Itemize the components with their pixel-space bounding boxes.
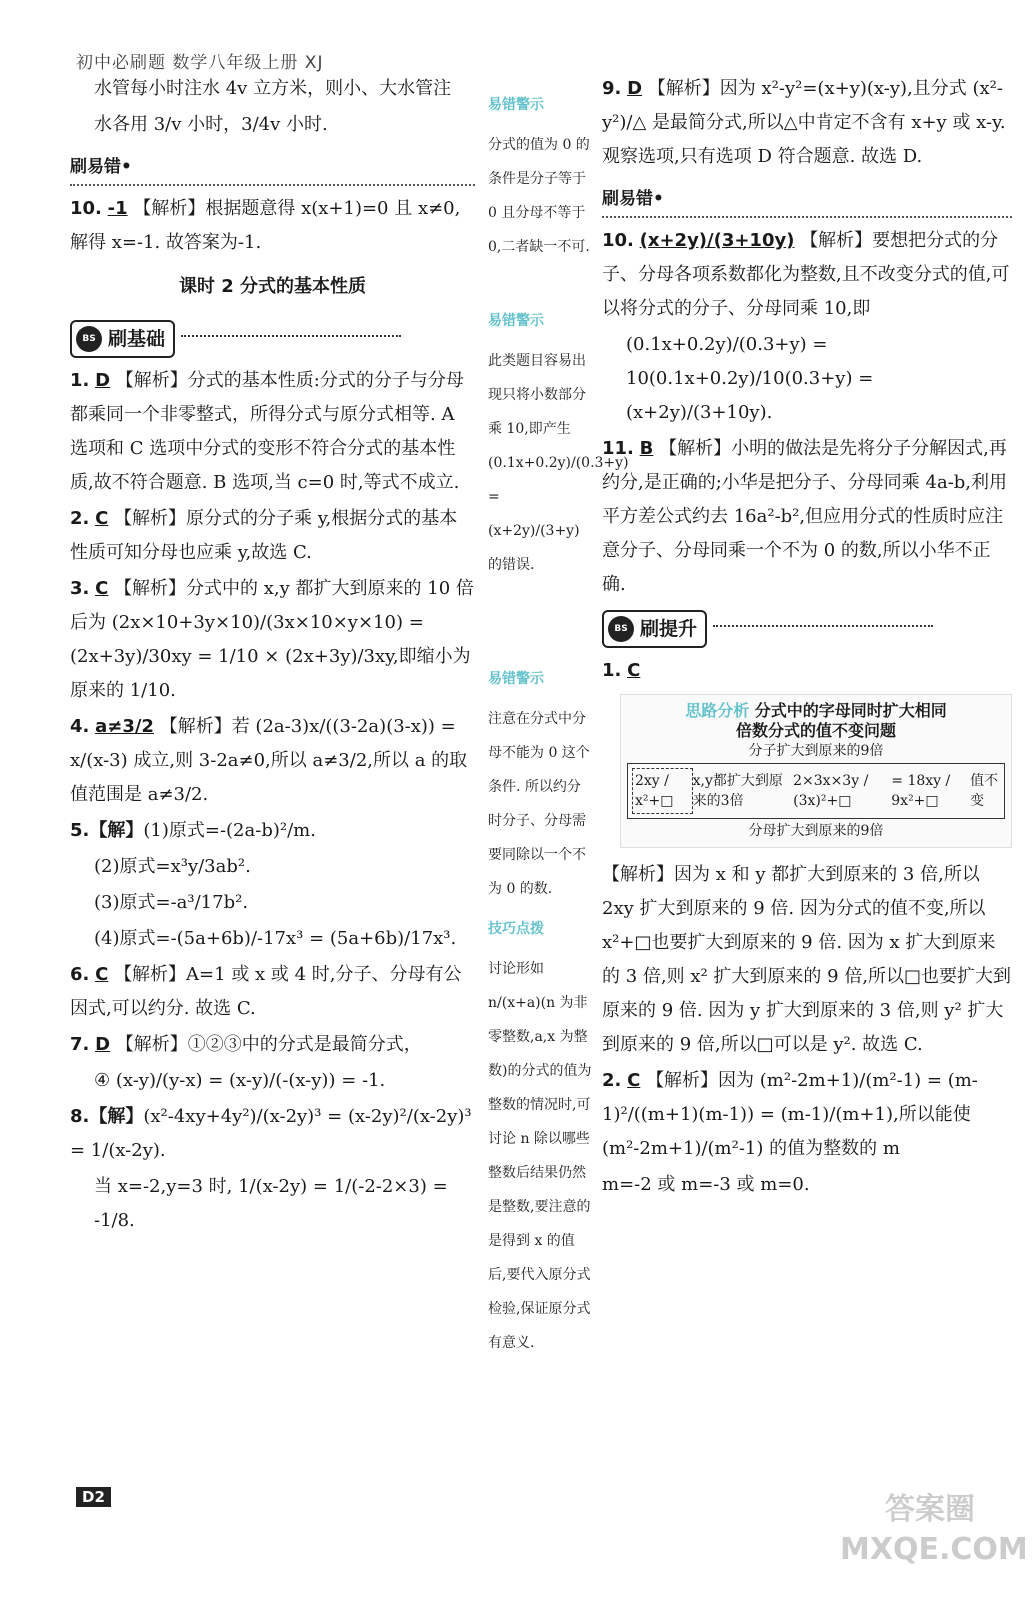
diagram-title: 思路分析 分式中的字母同时扩大相同 bbox=[685, 701, 947, 720]
analysis-diagram bbox=[620, 694, 1012, 848]
diagram-subtitle: 倍数分式的值不变问题 bbox=[735, 721, 896, 740]
tip-note: 讨论形如 n/(x+a)(n 为非零整数,a,x 为整数)的分式的值为整数的情况时,可讨论 n 除以哪些整数后结果仍然是整数,要注意的是得到 x 的值后,要代入原分式检验,保证原分式有意义. bbox=[488, 961, 592, 1351]
question-5: 5.【解】(1)原式=-(2a-b)²/m. bbox=[70, 820, 316, 841]
text-line: 水管每小时注水 4v 立方米，则小、大水管注 bbox=[94, 78, 452, 99]
question-2: 2. C 【解析】原分式的分子乘 y,根据分式的基本性质可知分母也应乘 y,故选 C. bbox=[70, 508, 458, 563]
question-3: 3. C 【解析】分式中的 x,y 都扩大到原来的 10 倍后为 (2x×10+3y×10)/(3x×10×y×10) = (2x+3y)/30xy = 1/10 × (2x+3y)/3xy,即缩小为原来的 1/10. bbox=[70, 578, 474, 701]
lesson-title: 课时 2 分式的基本性质 bbox=[178, 276, 367, 297]
q10-line2: (0.1x+0.2y)/(0.3+y) = 10(0.1x+0.2y)/10(0.3+y) = (x+2y)/(3+10y). bbox=[626, 334, 874, 423]
left-column bbox=[70, 72, 475, 1240]
diagram-expression: 2×3x×3y / (3x)²+□ bbox=[793, 773, 869, 809]
section-mistake: 刷易错• bbox=[602, 182, 1012, 218]
diagram-result: = 18xy / 9x²+□ bbox=[891, 773, 951, 809]
section-advanced: BS 刷提升 bbox=[602, 604, 1012, 654]
diagram-bottom-label: 分母扩大到原来的9倍 bbox=[748, 823, 884, 839]
diagram-original: 2xy / x²+□ bbox=[632, 768, 693, 814]
page-header: 初中必刷题 数学八年级上册 XJ bbox=[76, 53, 324, 73]
question-9: 9. D 【解析】因为 x²-y²=(x+y)(x-y),且分式 (x²-y²)/△ 是最简分式,所以△中肯定不含有 x+y 或 x-y. 观察选项,只有选项 D 符合题意. 故选 D. bbox=[602, 78, 1006, 167]
problem-1-explanation: 【解析】因为 x 和 y 都扩大到原来的 3 倍,所以 2xy 扩大到原来的 9 倍. 因为分式的值不变,所以 x²+□也要扩大到原来的 9 倍. 因为 x 扩大到原来的 3 倍,则 x² 扩大到原来的 9 倍,所以□也要扩大到原来的 9 倍. 因为 y 扩大到原来的 3 倍,则 y² 扩大到原来的 9 倍,所以□可以是 y². 故选 C. bbox=[602, 864, 1012, 1055]
question-8: 8.【解】(x²-4xy+4y²)/(x-2y)³ = (x-2y)²/(x-2y)³ = 1/(x-2y). bbox=[70, 1106, 472, 1161]
tip-title: 易错警示 bbox=[488, 97, 544, 113]
tip-title: 易错警示 bbox=[488, 671, 544, 687]
right-column bbox=[602, 72, 1012, 1204]
diagram-side-label: 值不变 bbox=[970, 773, 999, 809]
question-11: 11. B 【解析】小明的做法是先将分子分解因式,再约分,是正确的;小华是把分子、分母同乘 4a-b,利用平方差公式约去 16a²-b²,但应用分式的性质时应注意分子、分母同乘一个不为 0 的数,所以小华不正确. bbox=[602, 438, 1008, 595]
badge-icon: BS bbox=[76, 326, 102, 352]
problem-1: 1. C bbox=[602, 660, 641, 681]
diagram-flow bbox=[627, 763, 1005, 819]
tip-note: 此类题目容易出现只将小数部分乘 10,即产生 (0.1x+0.2y)/(0.3+y) = (x+2y)/(3+y) 的错误. bbox=[488, 353, 629, 573]
tip-title: 易错警示 bbox=[488, 313, 544, 329]
tip-note: 分式的值为 0 的条件是分子等于 0 且分母不等于 0,二者缺一不可. bbox=[488, 137, 590, 255]
tip-note: 注意在分式中分母不能为 0 这个条件. 所以约分时分子、分母需要同除以一个不为 0 的数. bbox=[488, 711, 590, 897]
section-mistake: 刷易错• bbox=[70, 150, 475, 186]
problem-2: 2. C 【解析】因为 (m²-2m+1)/(m²-1) = (m-1)²/((m+1)(m-1)) = (m-1)/(m+1),所以能使 (m²-2m+1)/(m²-1) 的值为整数的 m bbox=[602, 1070, 978, 1159]
badge-icon: BS bbox=[608, 616, 634, 642]
watermark-logo: 答案圈 MXQE.COM bbox=[840, 1492, 1028, 1567]
text-line: 水各用 3/v 小时，3/4v 小时. bbox=[94, 114, 328, 135]
page-number: D2 bbox=[76, 1487, 111, 1507]
section-basic: BS 刷基础 bbox=[70, 314, 475, 364]
q5-part4: (4)原式=-(5a+6b)/-17x³ = (5a+6b)/17x³. bbox=[94, 928, 457, 949]
problem-2-line2: m=-2 或 m=-3 或 m=0. bbox=[602, 1174, 810, 1195]
q5-part2: (2)原式=x³y/3ab². bbox=[94, 856, 251, 877]
question-1: 1. D 【解析】分式的基本性质:分式的分子与分母都乘同一个非零整式，所得分式与原分式相等. A 选项和 C 选项中分式的变形不符合分式的基本性质,故不符合题意. B 选项,当 c=0 时,等式不成立. bbox=[70, 370, 464, 493]
tip-title: 技巧点拨 bbox=[488, 921, 544, 937]
question-4: 4. a≠3/2 【解析】若 (2a-3)x/((3-2a)(3-x)) = x/(x-3) 成立,则 3-2a≠0,所以 a≠3/2,所以 a 的取值范围是 a≠3/2. bbox=[70, 716, 468, 805]
q5-part3: (3)原式=-a³/17b². bbox=[94, 892, 249, 913]
diagram-arrow-label: x,y都扩大到原来的3倍 bbox=[692, 773, 783, 809]
q8-line2: 当 x=-2,y=3 时, 1/(x-2y) = 1/(-2-2×3) = -1/8. bbox=[94, 1176, 448, 1231]
question-10: 10. -1 【解析】根据题意得 x(x+1)=0 且 x≠0,解得 x=-1. 故答案为-1. bbox=[70, 198, 461, 253]
q7-line2: ④ (x-y)/(y-x) = (x-y)/(-(x-y)) = -1. bbox=[94, 1070, 386, 1091]
question-6: 6. C 【解析】A=1 或 x 或 4 时,分子、分母有公因式,可以约分. 故选 C. bbox=[70, 964, 462, 1019]
diagram-top-label: 分子扩大到原来的9倍 bbox=[748, 743, 884, 759]
question-10: 10. (x+2y)/(3+10y) 【解析】要想把分式的分子、分母各项系数都化为整数,且不改变分式的值,可以将分式的分子、分母同乘 10,即 bbox=[602, 230, 1010, 319]
question-7: 7. D 【解析】①②③中的分式是最简分式， bbox=[70, 1034, 422, 1055]
